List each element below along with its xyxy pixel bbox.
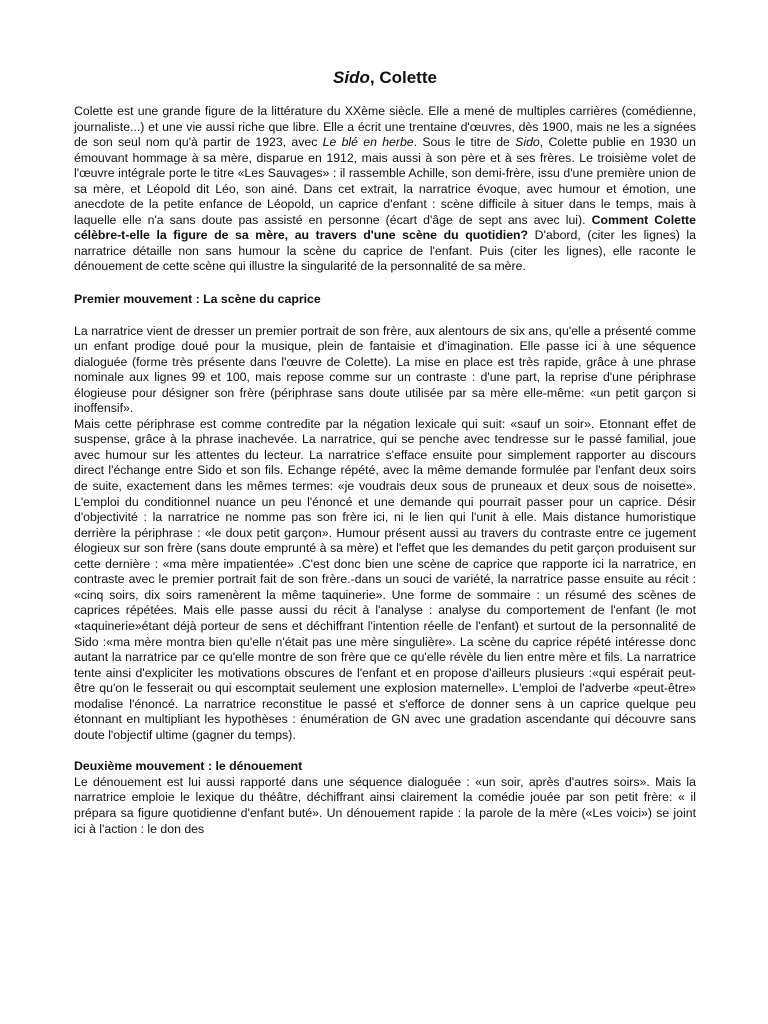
title-separator: , <box>369 68 380 87</box>
intro-text-2: . Sous le titre de <box>413 135 516 150</box>
spacer <box>74 743 696 759</box>
page-title <box>74 68 696 88</box>
intro-book-title: Le blé en herbe <box>322 135 414 150</box>
intro-text-1: Colette est une grande figure de la littérature du XXème siècle. Elle a mené de multiples carrières (comédienne, journaliste...) et une vie aussi riche que libre. Elle a écrit une trentaine d'œuvres, dès 1900, mais ne les a signées de son seul nom qu'à partir de 1923, avec <box>74 104 696 150</box>
section-1-paragraph-2: Mais cette périphrase est comme contredite par la négation lexicale qui suit: «sauf un soir». Etonnant effet de suspense, grâce à la phrase inachevée. La narratrice, qui se penche avec tendresse sur le passé familial, joue avec humour sur les attentes du lecteur. La narratrice s'efface ensuite pour simplement rapporter au discours direct l'échange entre Sido et son fils. Echange répété, avec la même demande formulée par l'enfant deux soirs de suite, exactement dans les mêmes termes: «je voudrais deux sous de pruneaux et deux sous de noisette». L'emploi du conditionnel nuance un peu l'énoncé et une demande qui pourrait passer pour un caprice. Désir d'objectivité : la narratrice ne nomme pas son frère ici, ni le lien qui l'unit à elle. Mais distance humoristique derrière la périphrase : «le doux petit garçon». Humour présent aussi au travers du contraste entre ce jugement élogieux sur son frère (sans doute emprunté à sa mère) et l'effet que les demandes du petit garçon produisent sur cette dernière : «ma mère impatientée» .C'est donc bien une scène de caprice que rapporte ici la narratrice, en contraste avec le premier portrait fait de son frère.-dans un souci de variété, la narratrice passe ensuite au récit : «cinq soirs, dix soirs ramenèrent la même taquinerie». Une forme de sommaire : un résumé des scènes de caprices répétées. Mais elle passe aussi du récit à l'analyse : analyse du comportement de l'enfant (le mot «taquinerie»étant déjà porteur de sens et déchiffrant l'intention réelle de l'enfant) et surtout de la personnalité de Sido :«ma mère montra bien qu'elle n'était pas une mère singulière». La scène du caprice répété intéresse donc autant la narratrice par ce qu'elle montre de son frère que ce qu'elle révèle du lien entre mère et fils. La narratrice tente ainsi d'expliciter les motivations obscures de l'enfant et en propose d'ailleurs plusieurs :«qui espérait peut-être qu'on le fesserait ou qui escomptait seulement une explosion maternelle». L'emploi de l'adverbe «peut-être» modalise l'énoncé. La narratrice reconstitue le passé et s'efforce de donner sens à un caprice quelque peu étonnant en multipliant les hypothèses : énumération de GN avec une gradation ascendante qui découvre sans doute l'objectif ultime (gagner du temps). <box>74 416 696 742</box>
document-page <box>74 68 696 837</box>
section-2-heading: Deuxième mouvement : le dénouement <box>74 759 303 774</box>
section-1-paragraph-1: La narratrice vient de dresser un premier portrait de son frère, aux alentours de six ans, qu'elle a présenté comme un enfant prodige doué pour la musique, plein de fantaisie et d'imagination. Elle passe ici à une séquence dialoguée (forme très présente dans l'œuvre de Colette). La mise en place est très rapide, grâce à une phrase nominale aux lignes 99 et 100, mais repose comme sur un contraste : d'une part, la reprise d'une périphrase élogieuse pour désigner son frère (périphrase sans doute utilisée par sa mère elle-même: «un petit garçon si inoffensif». <box>74 323 696 416</box>
section-2-paragraph-1: Le dénouement est lui aussi rapporté dans une séquence dialoguée : «un soir, après d'autres soirs». Mais la narratrice emploie le lexique du théâtre, déchiffrant ainsi clairement la comédie jouée par son petit frère: « il prépara sa figure quotidienne d'enfant buté». Un dénouement rapide : la parole de la mère («Les voici») se joint ici à l'action : le don des <box>74 774 696 836</box>
spacer <box>74 308 696 324</box>
intro-text-4: D'abord, (citer les lignes) la narratrice détaille non sans humour la scène du caprice de l'enfant. Puis (citer les lignes), elle raconte le dénouement de cette scène qui illustre la singularité de la personnalité de sa mère. <box>74 228 696 274</box>
title-work: Sido <box>333 68 370 87</box>
intro-text-3: , Colette publie en 1930 un émouvant hommage à sa mère, disparue en 1912, mais aussi à son père et à ses frères. Le troisième volet de l'œuvre intégrale porte le titre «Les Sauvages» : il rassemble Achille, son demi-frère, issu d'une première union de sa mère, et Léopold dit Léo, son ainé. Dans cet extrait, la narratrice évoque, avec humour et émotion, une anecdote de la petite enfance de Léopold, un caprice d'enfant : scène difficile à situer dans le temps, mais à laquelle elle n'a sans doute pas assisté en personne (écart d'âge de sept ans avec lui). <box>74 135 696 227</box>
intro-sido-title: Sido <box>515 135 540 150</box>
intro-problematic-question: Comment Colette célèbre-t-elle la figure de sa mère, au travers d'une scène du quotidien? <box>74 212 696 243</box>
title-author: Colette <box>379 68 437 87</box>
spacer <box>74 275 696 292</box>
intro-paragraph <box>74 104 696 275</box>
section-1-heading: Premier mouvement : La scène du caprice <box>74 292 321 307</box>
